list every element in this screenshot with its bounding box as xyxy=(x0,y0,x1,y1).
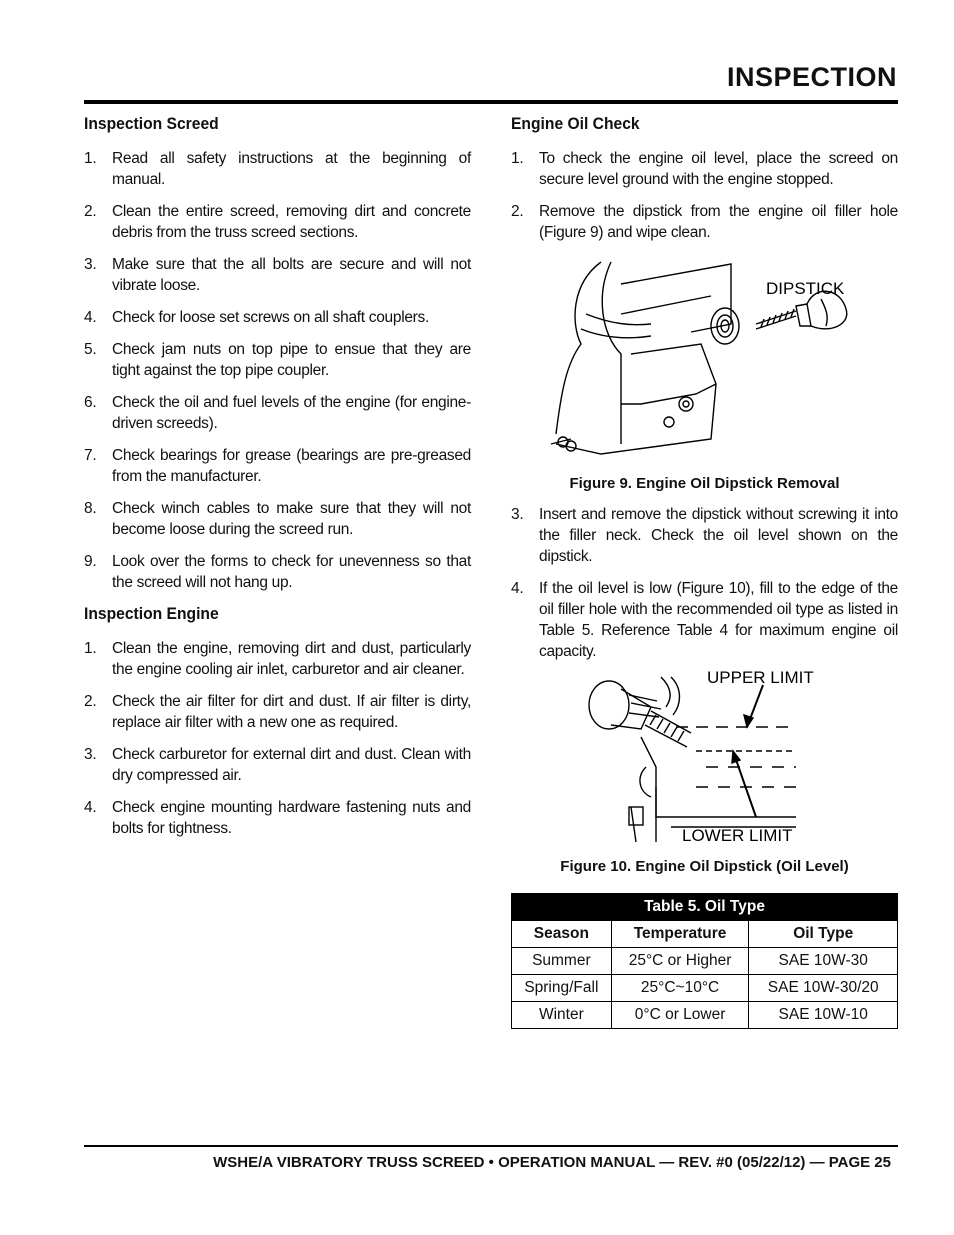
figure-10 xyxy=(511,667,898,875)
list-item: 8. Check winch cables to make sure that they will not become loose during the screed run. xyxy=(84,500,471,538)
list-item: 3. Make sure that the all bolts are secure and will not vibrate loose. xyxy=(84,256,471,294)
list-item: 1. Clean the engine, removing dirt and dust, particularly the engine cooling air inlet, carburetor and air cleaner. xyxy=(84,640,471,678)
dipstick-label: DIPSTICK xyxy=(766,279,845,298)
inspection-engine-heading: Inspection Engine xyxy=(84,604,219,623)
figure-9 xyxy=(511,254,898,492)
list-item: 1. Read all safety instructions at the beginning of manual. xyxy=(84,150,471,188)
list-item: 2. Check the air filter for dirt and dust. If air filter is dirty, replace air filter with a new one as required. xyxy=(84,693,471,731)
oil-type-table xyxy=(511,893,898,1029)
list-item: 2. Remove the dipstick from the engine oil filler hole (Figure 9) and wipe clean. xyxy=(511,203,898,241)
list-item: 7. Check bearings for grease (bearings are pre-greased from the manufacturer. xyxy=(84,447,471,485)
list-item: 1. To check the engine oil level, place the screed on secure level ground with the engine stopped. xyxy=(511,150,898,188)
upper-limit-label: UPPER LIMIT xyxy=(707,668,814,687)
figure-9-caption: Figure 9. Engine Oil Dipstick Removal xyxy=(569,475,840,492)
table-caption: Table 5. Oil Type xyxy=(512,894,898,921)
left-column xyxy=(84,114,471,850)
list-item: 9. Look over the forms to check for unevenness so that the screed will not hang up. xyxy=(84,553,471,591)
list-item: 4. Check engine mounting hardware fastening nuts and bolts for tightness. xyxy=(84,799,471,837)
list-item: 4. Check for loose set screws on all shaft couplers. xyxy=(84,309,429,326)
inspection-engine-list xyxy=(84,638,471,839)
figure-10-caption: Figure 10. Engine Oil Dipstick (Oil Level) xyxy=(560,858,849,875)
header-rule xyxy=(84,100,898,104)
table-row xyxy=(512,948,898,975)
lower-limit-label: LOWER LIMIT xyxy=(682,826,793,845)
table-row xyxy=(512,975,898,1002)
table-cell: Winter xyxy=(512,1002,612,1029)
oil-check-list-a xyxy=(511,148,898,243)
right-column xyxy=(511,114,898,1029)
table-header: Season xyxy=(512,921,612,948)
table-cell: Summer xyxy=(512,948,612,975)
list-item: 2. Clean the entire screed, removing dirt and concrete debris from the truss screed sections. xyxy=(84,203,471,241)
table-cell: SAE 10W-30 xyxy=(749,948,898,975)
table-header: Oil Type xyxy=(749,921,898,948)
table-cell: 0°C or Lower xyxy=(611,1002,749,1029)
list-item: 4. If the oil level is low (Figure 10), fill to the edge of the oil filler hole with the recommended oil type as listed in Table 5. Reference Table 4 for maximum engine oil capacity. xyxy=(511,580,898,660)
list-item: 3. Insert and remove the dipstick without screwing it into the filler neck. Check the oil level shown on the dipstick. xyxy=(511,506,898,565)
list-item: 6. Check the oil and fuel levels of the engine (for engine-driven screeds). xyxy=(84,394,471,432)
table-cell: 25°C or Higher xyxy=(611,948,749,975)
table-cell: 25°C~10°C xyxy=(611,975,749,1002)
page-title: INSPECTION xyxy=(726,62,897,92)
oil-check-list-b xyxy=(511,504,898,662)
table-cell: Spring/Fall xyxy=(512,975,612,1002)
table-header-row xyxy=(512,921,898,948)
oil-level-illustration xyxy=(511,667,898,847)
dipstick-removal-illustration xyxy=(511,254,898,464)
list-item: 3. Check carburetor for external dirt and dust. Clean with dry compressed air. xyxy=(84,746,471,784)
footer-rule xyxy=(84,1145,898,1147)
engine-oil-check-heading: Engine Oil Check xyxy=(511,114,640,133)
table-cell: SAE 10W-30/20 xyxy=(749,975,898,1002)
table-header: Temperature xyxy=(611,921,749,948)
list-item: 5. Check jam nuts on top pipe to ensue that they are tight against the top pipe coupler. xyxy=(84,341,471,379)
inspection-screed-list xyxy=(84,148,471,593)
table-cell: SAE 10W-10 xyxy=(749,1002,898,1029)
inspection-screed-heading: Inspection Screed xyxy=(84,114,219,133)
table-row xyxy=(512,1002,898,1029)
page-footer: WSHE/A VIBRATORY TRUSS SCREED • OPERATION MANUAL — REV. #0 (05/22/12) — PAGE 25 xyxy=(213,1154,891,1171)
